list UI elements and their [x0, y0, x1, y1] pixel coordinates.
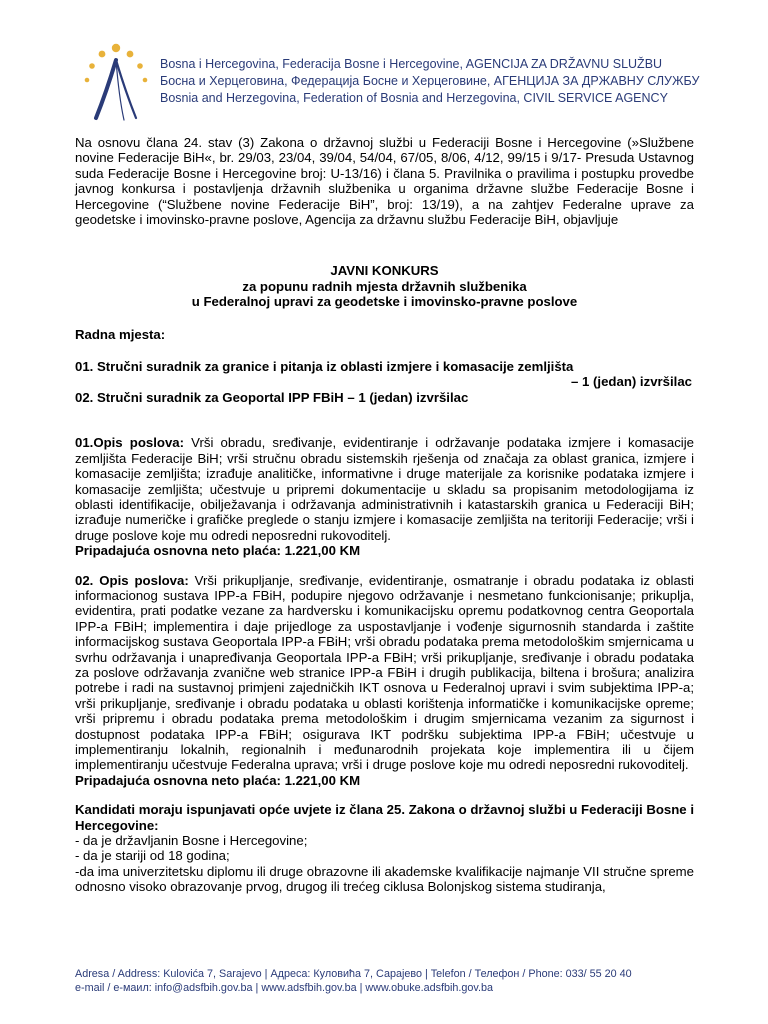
conditions-heading: Kandidati moraju ispunjavati opće uvjete iz člana 25. Zakona o državnoj službi u Federaciji Bosne i Hercegovine: [75, 802, 694, 833]
positions-heading: Radna mjesta: [75, 326, 166, 342]
document-body [75, 135, 694, 895]
job-1-description [75, 435, 694, 543]
job-2-description [75, 573, 694, 773]
competition-subtitle-1: za popunu radnih mjesta državnih službenika [242, 278, 527, 294]
competition-title: JAVNI KONKURS [330, 263, 439, 279]
job-2-text: Vrši prikupljanje, sređivanje, evidentiranje, osmatranje i obradu podataka iz oblasti informacionog sustava IPP-a FBiH, podupire njegovo održavanje i nesmetano funkcionisanje; prikuplja, evidentira, prati podatke vezane za hardversku i komunikacijsku opremu podatkovnog centra Geoportala IPP-a FBiH; implementira i daje prijedloge za uspostavljanje i vođenje sigurnosnih standarda i zaštite informacijskog sustava Geoportala IPP-a FBiH; vrši obradu podataka prema metodološkim smjernicama u svrhu održavanja i unapređivanja Geoportala IPP-a FBiH; vrši prikupljanje, sređivanje i obradu podataka za poslove održavanja zvanične web stranice IPP-a FBiH i drugih publikacija, biltena i brošura; analizira potrebe i radi na sustavnoj primjeni zajedničkih IKT osnova u Federalnoj upravi i svim subjektima IPP-a; vrši prikupljanje, sređivanje i obradu podataka u oblasti korištenja informatičke i komunikacijske opreme; vrši pripremu i obradu podataka prema metodološkim i drugim smjernicama vezanim za sigurnost i dostupnost podataka IPP-a FBiH; osigurava IKT podršku subjektima IPP-a FBiH; učestvuje u implementiranju lokalnih, regionalnih i međunarodnih projekata koje implementira ili u čijem implementiranju učestvuje Federalna uprava; vrši i druge poslove koje mu odredi neposredni rukovoditelj. [75, 572, 694, 773]
intro-paragraph: Na osnovu člana 24. stav (3) Zakona o državnoj službi u Federaciji Bosne i Hercegovine (»Službene novine Federacije BiH«, br. 29/03, 23/04, 39/04, 54/04, 67/05, 8/06, 4/12, 99/15 i 9/17- Presuda Ustavnog suda Federacije Bosne i Hercegovine broj: U-13/16) i člana 5. Pravilnika o pravilima i postupku provedbe javnog konkursa i postavljenja državnih službenika u organima državne službe Federacije Bosne i Hercegovine (“Službene novine Federacije BiH”, broj: 13/19), a na zahtjev Federalne uprave za geodetske i imovinsko-pravne poslove, Agencija za državnu službu Federacije BiH, objavljuje [75, 135, 694, 228]
footer-address: Adresa / Address: Kulovića 7, Sarajevo | Адреса: Куловића 7, Сарајево | Telefon / Телефон / Phone: 033/ 55 20 40 [75, 968, 632, 980]
position-1-count: – 1 (jedan) izvršilac [571, 374, 692, 390]
condition-item-1: - da je državljanin Bosne i Hercegovine; [75, 833, 308, 849]
position-1-title: 01. Stručni suradnik za granice i pitanja iz oblasti izmjere i komasacije zemljišta [75, 359, 574, 375]
competition-subtitle-2: u Federalnoj upravi za geodetske i imovinsko-pravne poslove [191, 294, 578, 310]
agency-logo-icon [80, 40, 152, 122]
document-footer [75, 967, 715, 995]
agency-name-cyrillic: Босна и Херцеговина, Федерација Босне и Херцеговине, АГЕНЦИЈА ЗА ДРЖАВНУ СЛУЖБУ [160, 74, 700, 88]
job-2-salary: Pripadajuća osnovna neto plaća: 1.221,00 KM [75, 772, 361, 788]
job-1-label: 01.Opis poslova: [75, 435, 185, 451]
job-2-label: 02. Opis poslova: [75, 572, 189, 588]
condition-item-2: - da je stariji od 18 godina; [75, 848, 230, 864]
position-2-title: 02. Stručni suradnik za Geoportal IPP FBiH – 1 (jedan) izvršilac [75, 389, 469, 405]
footer-contacts: e-mail / е-маил: info@adsfbih.gov.ba | www.adsfbih.gov.ba | www.obuke.adsfbih.gov.ba [75, 982, 494, 994]
agency-name-latin: Bosna i Hercegovina, Federacija Bosne i Hercegovine, AGENCIJA ZA DRŽAVNU SLUŽBU [160, 57, 663, 71]
job-1-salary: Pripadajuća osnovna neto plaća: 1.221,00 KM [75, 543, 361, 559]
agency-header [160, 56, 720, 107]
agency-name-english: Bosnia and Herzegovina, Federation of Bosnia and Herzegovina, CIVIL SERVICE AGENCY [160, 91, 668, 105]
condition-item-3: -da ima univerzitetsku diplomu ili druge obrazovne ili akademske kvalifikacije najmanje VII stručne spreme odnosno visoko obrazovanje prvog, drugog ili trećeg ciklusa Bolonjskog sistema studiranja, [75, 863, 694, 895]
job-1-text: Vrši obradu, sređivanje, evidentiranje i održavanje podataka izmjere i komasacije zemljišta Federacije BiH; vrši stručnu obradu sistemskih rješenja od značaja za oblast granica, izmjere i komasacije zemljišta; izrađuje analitičke, informativne i druge materijale za korisnike podataka izmjere i komasacije zemljišta; učestvuje u pripremi dokumentacije u skladu sa propisanim metodologijama iz oblasti identifikacije, obilježavanja i održavanja administrativnih i katastarskih granica u Federaciji BiH; izrađuje numeričke i grafičke preglede o stanju izmjere i komasacije zemljišta na teritoriji Federacije; vrši i druge poslove koje mu odredi neposredni rukovoditelj. [75, 435, 694, 543]
